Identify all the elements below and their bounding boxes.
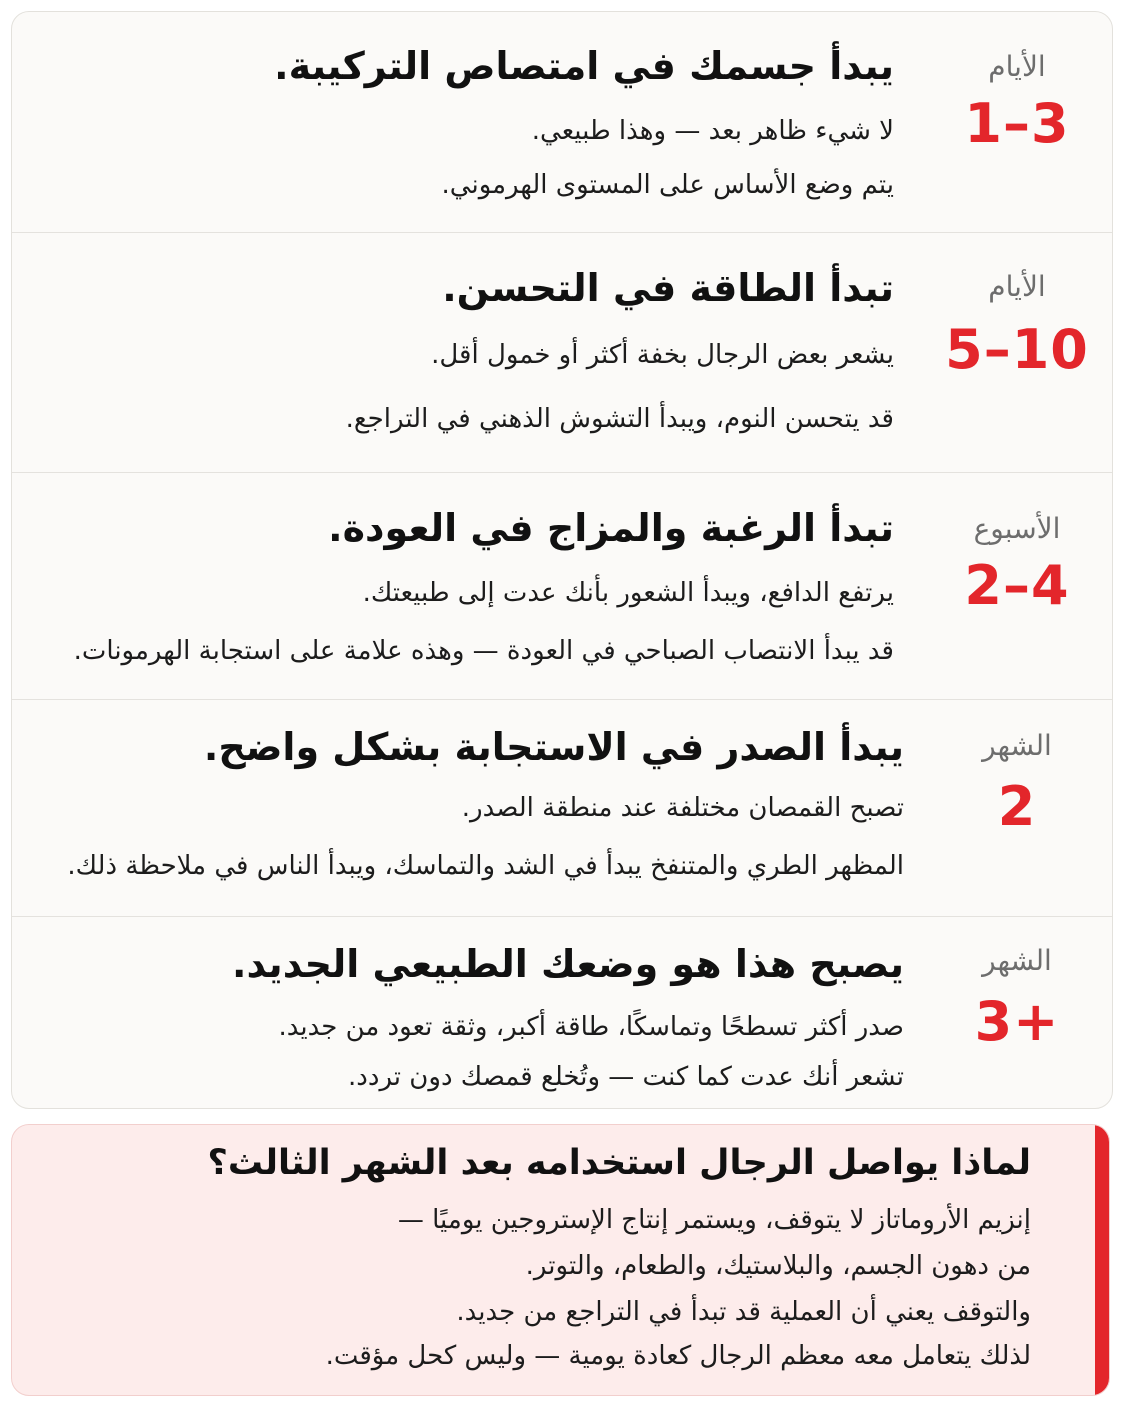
row-detail-line: المظهر الطري والمتنفخ يبدأ في الشد والتماسك، ويبدأ الناس في ملاحظة ذلك. (67, 851, 904, 881)
row-headline: يصبح هذا هو وضعك الطبيعي الجديد. (232, 942, 904, 986)
timeline-row-month-2 (12, 699, 1112, 917)
row-headline: يبدأ الصدر في الاستجابة بشكل واضح. (203, 725, 904, 769)
row-detail-line: يشعر بعض الرجال بخفة أكثر أو خمول أقل. (431, 340, 894, 370)
period-label: الأيام (988, 270, 1046, 303)
callout-line: من دهون الجسم، والبلاستيك، والطعام، والتوتر. (525, 1251, 1031, 1281)
period-column (922, 916, 1112, 1109)
callout-line: والتوقف يعني أن العملية قد تبدأ في التراجع من جديد. (456, 1297, 1031, 1327)
timeline-row-days-5-10 (12, 232, 1112, 473)
period-label: الشهر (982, 729, 1052, 762)
row-headline: يبدأ جسمك في امتصاص التركيبة. (274, 44, 894, 88)
period-value: 1–3 (964, 92, 1070, 155)
row-detail-line: لا شيء ظاهر بعد — وهذا طبيعي. (531, 116, 894, 146)
timeline-card (11, 11, 1113, 1109)
row-detail-line: صدر أكثر تسطحًا وتماسكًا، طاقة أكبر، وثقة تعود من جديد. (278, 1012, 904, 1042)
period-column (922, 12, 1112, 232)
period-value: 2 (997, 775, 1037, 838)
period-label: الشهر (982, 944, 1052, 977)
callout-line: إنزيم الأروماتاز لا يتوقف، ويستمر إنتاج الإستروجين يوميًا — (397, 1205, 1031, 1235)
period-label: الأيام (988, 50, 1046, 83)
row-detail-line: تشعر أنك عدت كما كنت — وتُخلع قمصك دون تردد. (348, 1062, 904, 1092)
period-column (922, 232, 1112, 472)
row-headline: تبدأ الرغبة والمزاج في العودة. (328, 506, 894, 550)
period-value: 2–4 (964, 554, 1070, 617)
timeline-row-weeks-2-4 (12, 472, 1112, 700)
row-headline: تبدأ الطاقة في التحسن. (442, 266, 894, 310)
timeline-row-days-1-3 (12, 12, 1112, 233)
period-value: 3+ (974, 990, 1060, 1053)
callout-title: لماذا يواصل الرجال استخدامه بعد الشهر الثالث؟ (207, 1143, 1031, 1183)
row-detail-line: تصبح القمصان مختلفة عند منطقة الصدر. (461, 793, 904, 823)
timeline-row-month-3-plus (12, 916, 1112, 1109)
why-continue-callout (11, 1124, 1110, 1396)
period-column (922, 472, 1112, 699)
callout-line: لذلك يتعامل معه معظم الرجال كعادة يومية — وليس كحل مؤقت. (325, 1341, 1031, 1371)
row-detail-line: قد يتحسن النوم، ويبدأ التشوش الذهني في التراجع. (345, 404, 894, 434)
row-detail-line: يرتفع الدافع، ويبدأ الشعور بأنك عدت إلى طبيعتك. (362, 578, 894, 608)
row-detail-line: قد يبدأ الانتصاب الصباحي في العودة — وهذه علامة على استجابة الهرمونات. (73, 636, 894, 666)
accent-bar (1095, 1125, 1109, 1395)
period-value: 5–10 (945, 318, 1089, 381)
row-detail-line: يتم وضع الأساس على المستوى الهرموني. (441, 170, 894, 200)
period-column (922, 699, 1112, 916)
period-label: الأسبوع (973, 512, 1061, 545)
